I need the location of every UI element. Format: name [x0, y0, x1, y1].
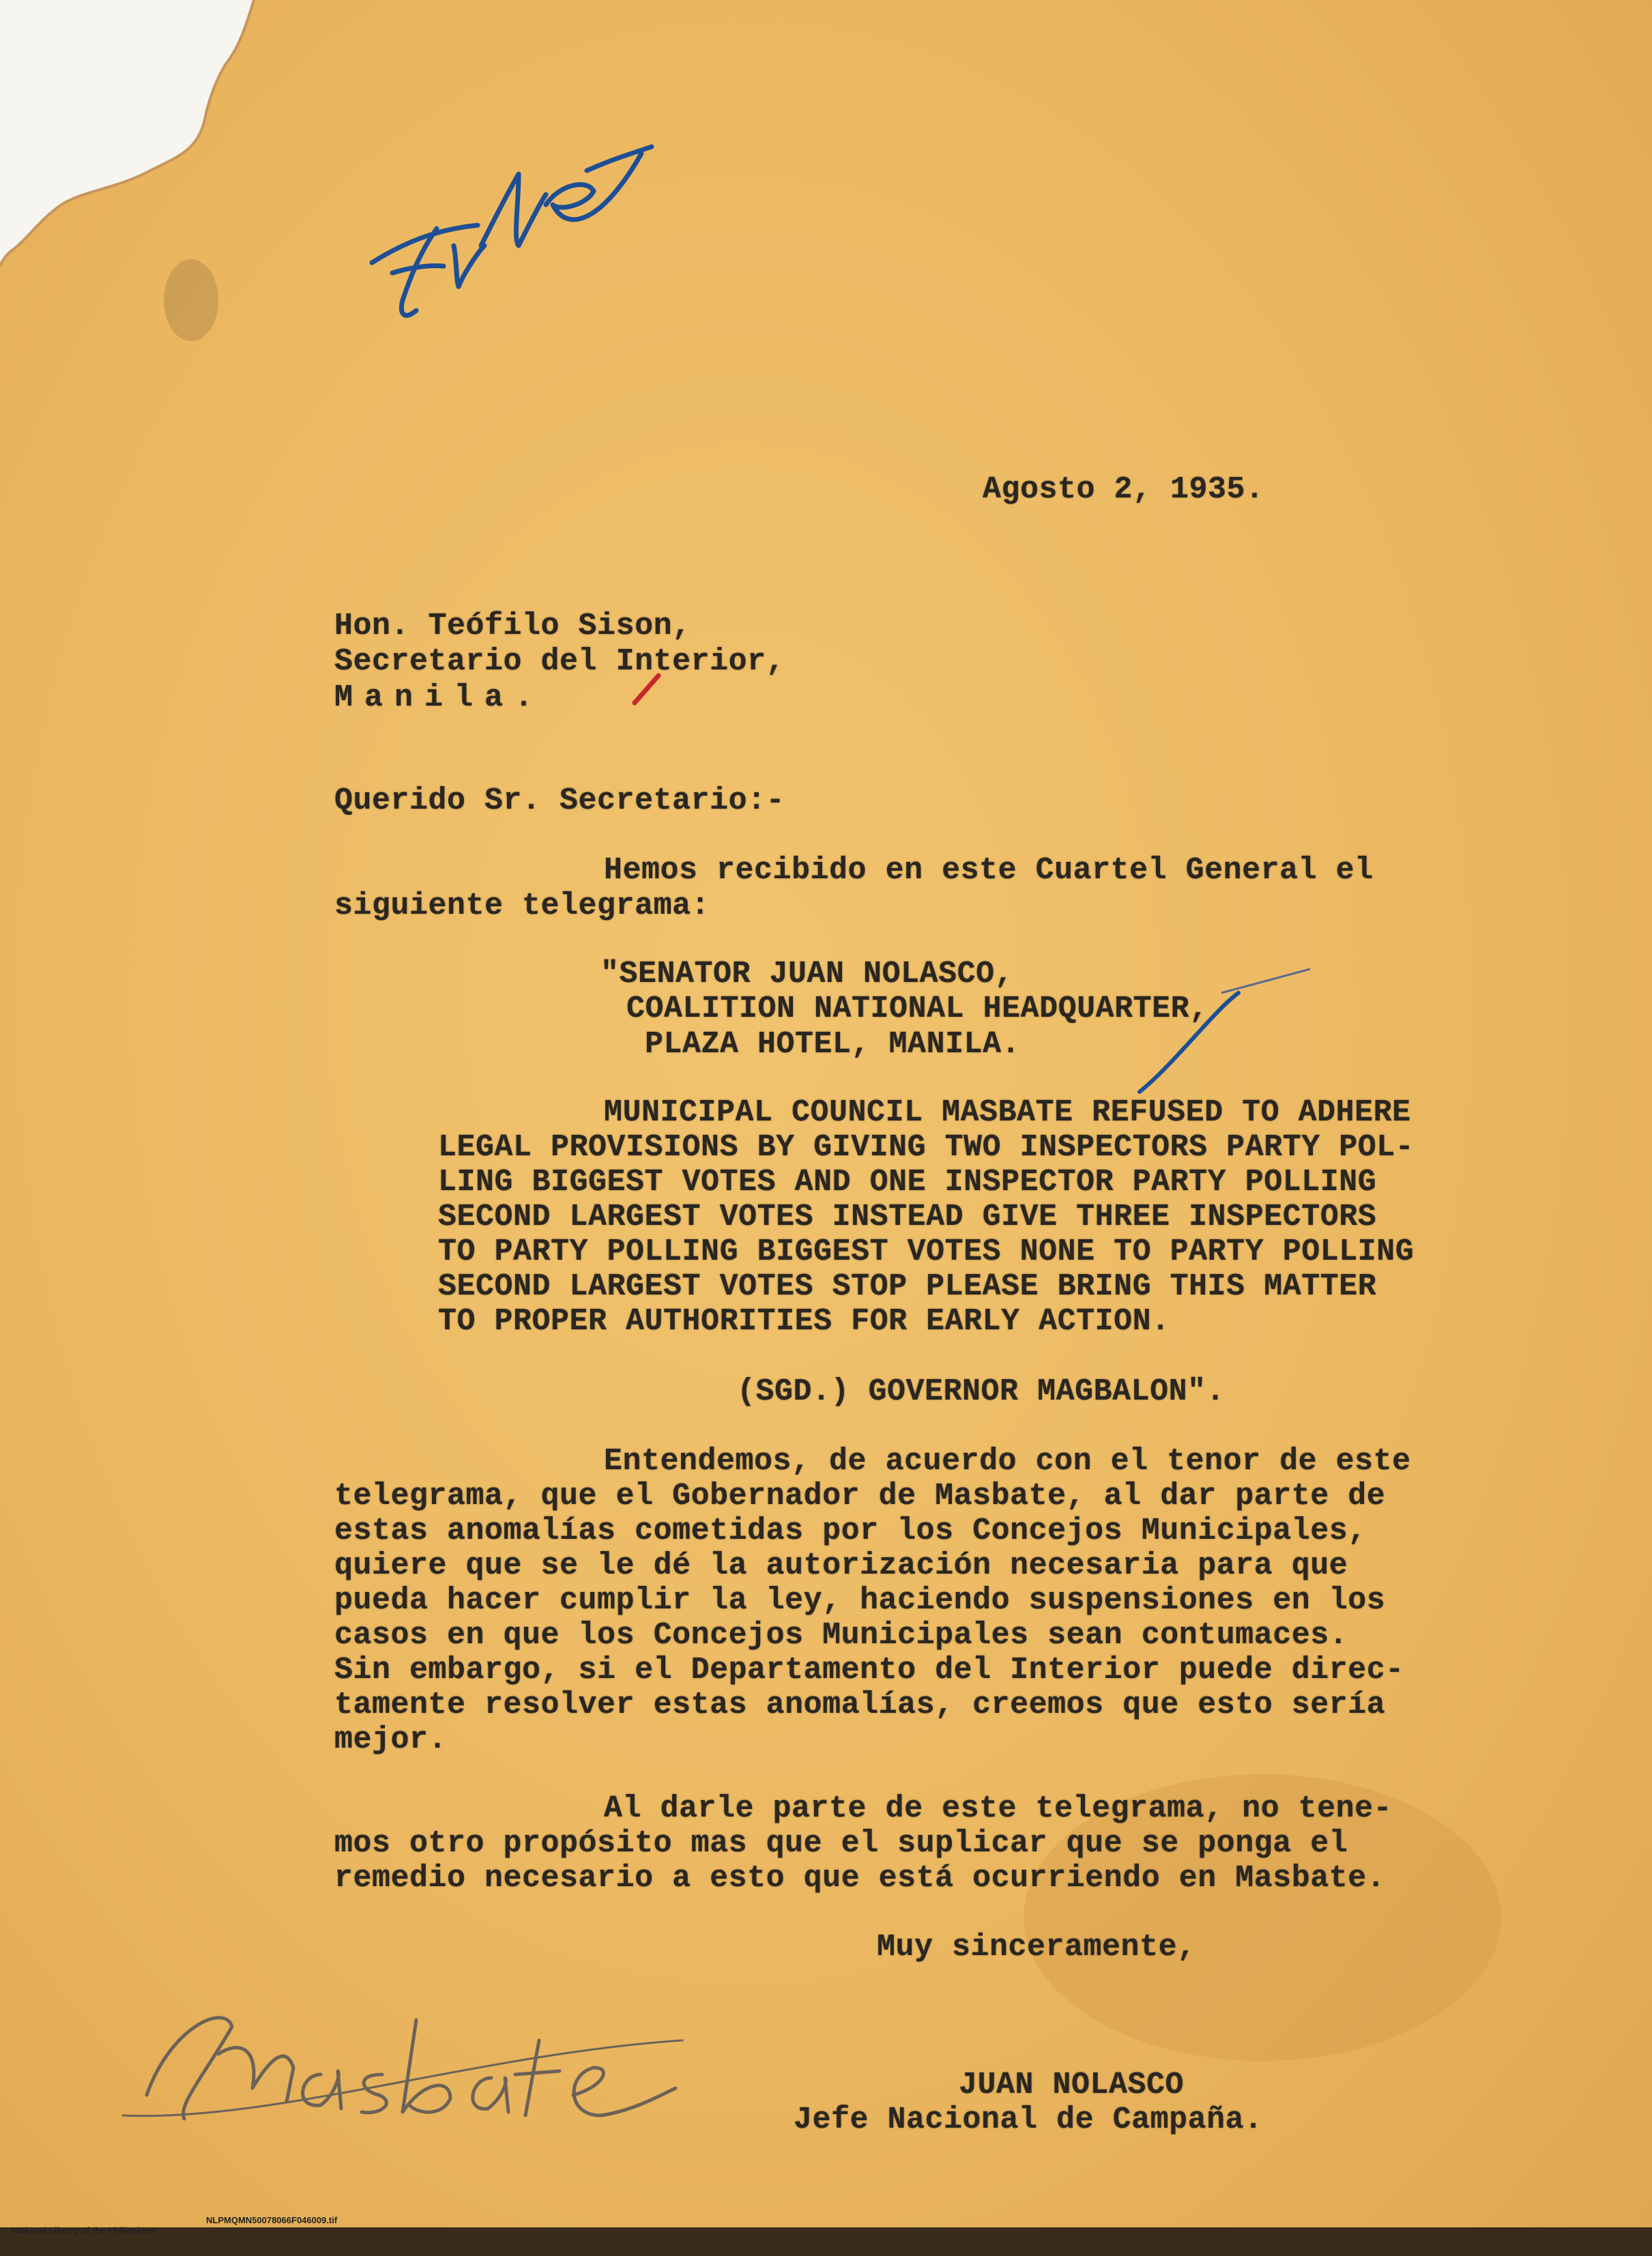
paragraph-line: Sin embargo, si el Departamento del Interior puede direc-	[334, 1653, 1404, 1688]
telegram-body-line: LING BIGGEST VOTES AND ONE INSPECTOR PARTY POLLING	[438, 1165, 1377, 1200]
telegram-body-line: MUNICIPAL COUNCIL MASBATE REFUSED TO ADHERE	[604, 1095, 1411, 1130]
telegram-address-line: "SENATOR JUAN NOLASCO,	[600, 957, 1014, 992]
paragraph-line: remedio necesario a esto que está ocurriendo en Masbate.	[334, 1861, 1386, 1896]
salutation: Querido Sr. Secretario:-	[334, 783, 785, 818]
telegram-body-line: LEGAL PROVISIONS BY GIVING TWO INSPECTORS PARTY POL-	[438, 1130, 1415, 1165]
telegram-address-line: COALITION NATIONAL HEADQUARTER,	[626, 992, 1208, 1026]
paragraph-line: casos en que los Concejos Municipales sean contumaces.	[334, 1618, 1348, 1653]
library-credit: National Library of the Philippines	[11, 2225, 156, 2236]
masbate-handwriting	[123, 2018, 682, 2119]
paragraph-line: Al darle parte de este telegrama, no tene-	[604, 1791, 1393, 1826]
recipient-city: Manila.	[334, 680, 545, 715]
paragraph-line: telegrama, que el Gobernador de Masbate, al dar parte de	[334, 1479, 1386, 1514]
torn-corner	[0, 0, 273, 287]
recipient-name: Hon. Teófilo Sison,	[334, 609, 691, 643]
red-check-mark	[635, 676, 658, 703]
paragraph-line: mejor.	[334, 1722, 448, 1757]
letter-date: Agosto 2, 1935.	[983, 472, 1264, 507]
recipient-title: Secretario del Interior,	[334, 644, 785, 679]
telegram-body-line: TO PARTY POLLING BIGGEST VOTES NONE TO PARTY POLLING	[438, 1234, 1415, 1269]
intro-line: Hemos recibido en este Cuartel General el	[604, 853, 1374, 888]
telegram-body-line: SECOND LARGEST VOTES STOP PLEASE BRING THIS MATTER	[438, 1269, 1377, 1304]
telegram-address-line: PLAZA HOTEL, MANILA.	[645, 1027, 1021, 1062]
file-id: NLPMQMN50078066F046009.tif	[206, 2215, 338, 2225]
intro-line: siguiente telegrama:	[334, 888, 710, 923]
telegram-body-line: SECOND LARGEST VOTES INSTEAD GIVE THREE INSPECTORS	[438, 1200, 1377, 1234]
file-mark-handwriting	[372, 147, 652, 315]
paragraph-line: pueda hacer cumplir la ley, haciendo suspensiones en los	[334, 1583, 1386, 1618]
paragraph-line: mos otro propósito mas que el suplicar que se ponga el	[334, 1826, 1348, 1861]
pencil-line	[1221, 969, 1310, 993]
paragraph-line: estas anomalías cometidas por los Concejos Municipales,	[334, 1514, 1367, 1548]
paragraph-line: tamente resolver estas anomalías, creemos que esto sería	[334, 1688, 1386, 1722]
signer-title: Jefe Nacional de Campaña.	[794, 2102, 1263, 2137]
paragraph-line: quiere que se le dé la autorización necesaria para que	[334, 1548, 1348, 1583]
signer-name: JUAN NOLASCO	[959, 2068, 1185, 2102]
scan-footer	[1, 2215, 338, 2256]
closing: Muy sinceramente,	[877, 1930, 1196, 1965]
telegram-signature: (SGD.) GOVERNOR MAGBALON".	[737, 1374, 1226, 1409]
paragraph-line: Entendemos, de acuerdo con el tenor de este	[604, 1444, 1411, 1479]
telegram-body-line: TO PROPER AUTHORITIES FOR EARLY ACTION.	[438, 1304, 1170, 1339]
